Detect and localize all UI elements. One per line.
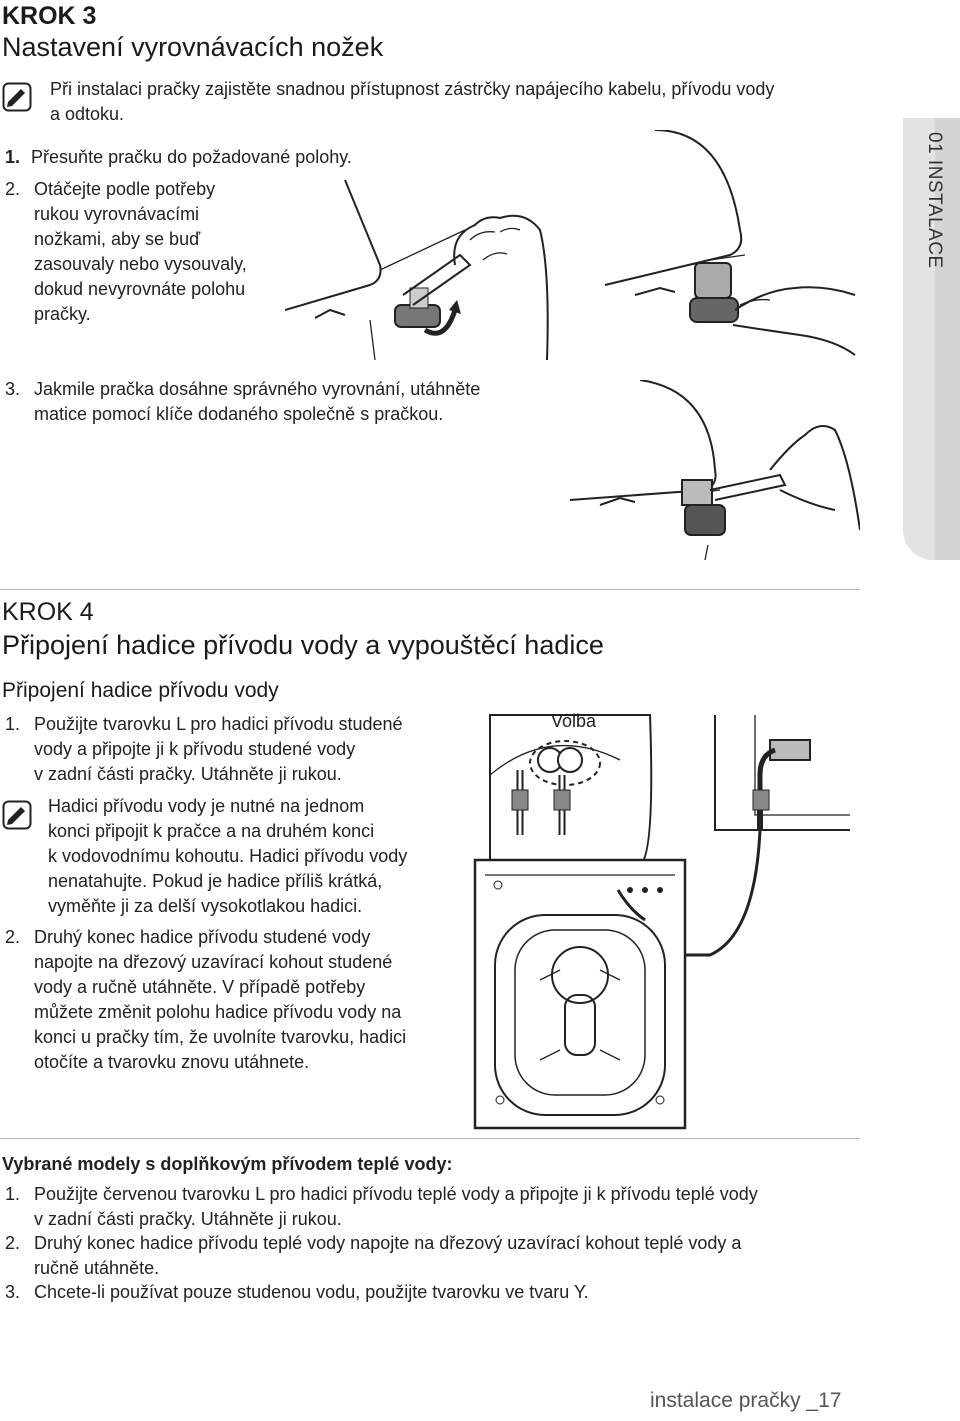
text-line: Použijte tvarovku L pro hadici přívodu studené: [34, 714, 403, 734]
hot-water-item3-number: 3.: [5, 1282, 21, 1302]
text-line: Otáčejte podle potřeby: [34, 179, 216, 199]
figure-label-volba: Volba: [551, 711, 597, 731]
step4-item1-text: [34, 712, 403, 787]
text-line: Hadici přívodu vody je nutné na jednom: [48, 796, 365, 816]
step3-item2-text: [34, 177, 247, 327]
step3-item3-number: 3.: [5, 379, 21, 399]
step4-item1-number: 1.: [5, 714, 21, 734]
text-line: Použijte červenou tvarovku L pro hadici přívodu teplé vody a připojte ji k přívodu teplé vody: [34, 1184, 758, 1204]
note-icon: [2, 82, 32, 112]
text-line: Druhý konec hadice přívodu teplé vody napojte na dřezový uzavírací kohout teplé vody a: [34, 1233, 742, 1253]
text-line: Chcete-li používat pouze studenou vodu, použijte tvarovku ve tvaru Y.: [34, 1282, 589, 1302]
text-line: vyměňte ji za delší vysokotlakou hadici.: [48, 896, 363, 916]
text-line: konci připojit k pračce a na druhém konci: [48, 821, 375, 841]
step4-title: Připojení hadice přívodu vody a vypouštěcí hadice: [2, 630, 604, 660]
text-line: vody a ručně utáhněte. V případě potřeby: [34, 977, 366, 997]
hot-water-item3-text: [34, 1280, 589, 1305]
step4-label: KROK 4: [2, 598, 94, 626]
leveling-hand-illustration: [565, 130, 885, 360]
page-footer: instalace pračky _17: [650, 1389, 842, 1412]
text-line: rukou vyrovnávacími: [34, 204, 200, 224]
text-line: Jakmile pračka dosáhne správného vyrovnání, utáhněte: [34, 379, 481, 399]
text-line: vody a připojte ji k přívodu studené vody: [34, 739, 356, 759]
step3-note-line2: a odtoku.: [50, 104, 125, 124]
text-line: ručně utáhněte.: [34, 1258, 160, 1278]
hot-water-item2-text: [34, 1231, 741, 1281]
step3-item2-number: 2.: [5, 179, 21, 199]
hot-water-heading: Vybrané modely s doplňkovým přívodem teplé vody:: [2, 1154, 453, 1174]
text-line: konci u pračky tím, že uvolníte tvarovku, hadici: [34, 1027, 407, 1047]
text-line: Druhý konec hadice přívodu studené vody: [34, 927, 371, 947]
step3-label: KROK 3: [2, 2, 97, 30]
hot-water-item1-number: 1.: [5, 1184, 21, 1204]
text-line: otočíte a tvarovku znovu utáhnete.: [34, 1052, 310, 1072]
note-icon: [2, 800, 32, 830]
text-line: dokud nevyrovnáte polohu: [34, 279, 246, 299]
text-line: matice pomocí klíče dodaného společně s pračkou.: [34, 404, 444, 424]
text-line: k vodovodnímu kohoutu. Hadici přívodu vody: [48, 846, 408, 866]
text-line: napojte na dřezový uzavírací kohout studené: [34, 952, 393, 972]
text-line: zasouvaly nebo vysouvaly,: [34, 254, 247, 274]
text-line: můžete změnit polohu hadice přívodu vody na: [34, 1002, 402, 1022]
step3-item3-text: [34, 377, 480, 427]
water-hose-illustration: [470, 705, 860, 1130]
hot-water-item2-number: 2.: [5, 1233, 21, 1253]
step3-title: Nastavení vyrovnávacích nožek: [2, 32, 384, 62]
leveling-wrench-illustration: [285, 170, 565, 360]
text-line: v zadní části pračky. Utáhněte ji rukou.: [34, 764, 342, 784]
step4-subtitle: Připojení hadice přívodu vody: [2, 679, 279, 702]
text-line: pračky.: [34, 304, 91, 324]
step4-note: [48, 794, 407, 919]
text-line: nožkami, aby se buď: [34, 229, 201, 249]
section-divider: [0, 589, 860, 590]
section-divider: [0, 1138, 860, 1139]
tighten-nut-illustration: [560, 380, 860, 560]
item-text: Přesuňte pračku do požadované polohy.: [31, 147, 352, 167]
hot-water-item1-text: [34, 1182, 758, 1232]
section-tab-label: 01 INSTALACE: [924, 132, 945, 269]
step3-item1: [5, 145, 352, 170]
step4-item2-number: 2.: [5, 927, 21, 947]
step3-note-line1: Při instalaci pračky zajistěte snadnou přístupnost zástrčky napájecího kabelu, přívodu vody: [50, 79, 775, 99]
text-line: v zadní části pračky. Utáhněte ji rukou.: [34, 1209, 342, 1229]
step4-item2-text: [34, 925, 406, 1075]
text-line: nenatahujte. Pokud je hadice příliš krátká,: [48, 871, 383, 891]
item-number: 1.: [5, 147, 21, 167]
